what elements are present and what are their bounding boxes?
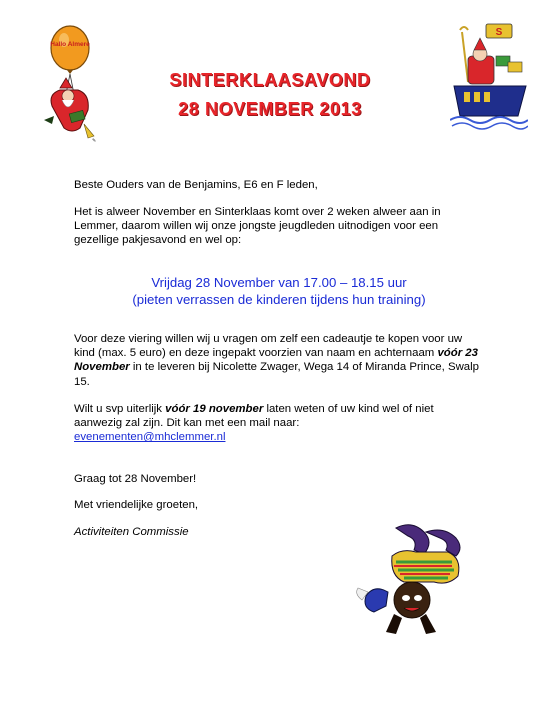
gift-deadline: vóór 23 November xyxy=(74,347,478,374)
intro-paragraph: Het is alweer November en Sinterklaas komt over 2 weken alweer aan in Lemmer, daarom willen wij onze jongste jeugdleden uitnodigen voor een gezellige pakjesavond en wel op: xyxy=(74,206,441,247)
gift-text-start: Voor deze viering willen wij u vragen om zelf een cadeautje te kopen voor uw kind (max. 5 euro) en deze ingepakt voorzien van naam en achternaam xyxy=(74,333,463,360)
event-time: Vrijdag 28 November van 17.00 – 18.15 uur xyxy=(151,275,407,290)
gift-text-end: in te leveren bij Nicolette Zwager, Wega 14 of Miranda Prince, Swalp 15. xyxy=(74,361,479,388)
svg-text:✎: ✎ xyxy=(92,138,97,144)
rsvp-text-end: laten weten of uw kind wel of niet aanwezig zal zijn. Dit kan met een mail naar: xyxy=(74,403,434,430)
rsvp-paragraph xyxy=(74,402,484,445)
title-line-1: SINTERKLAASAVOND xyxy=(169,70,371,90)
signature: Activiteiten Commissie xyxy=(74,526,189,538)
gift-paragraph xyxy=(74,332,484,389)
letter-body xyxy=(74,178,484,558)
steamboat-illustration xyxy=(450,20,528,132)
closing-greeting: Graag tot 28 November! xyxy=(74,473,197,485)
page-title xyxy=(110,66,430,124)
closing-regards: Met vriendelijke groeten, xyxy=(74,499,199,511)
event-note: (pieten verrassen de kinderen tijdens hun training) xyxy=(132,292,426,307)
balloon-sinterklaas-illustration xyxy=(30,24,112,148)
piet-handstand-illustration xyxy=(352,522,474,638)
boat-flag-text: S xyxy=(495,27,503,38)
rsvp-text-start: Wilt u svp uiterlijk xyxy=(74,403,166,415)
email-link[interactable]: evenementen@mhclemmer.nl xyxy=(74,431,226,444)
salutation: Beste Ouders van de Benjamins, E6 en F leden, xyxy=(74,179,318,191)
title-line-2: 28 NOVEMBER 2013 xyxy=(178,99,362,119)
rsvp-deadline: vóór 19 november xyxy=(165,403,264,415)
balloon-text: Hallo Almere xyxy=(50,41,90,48)
